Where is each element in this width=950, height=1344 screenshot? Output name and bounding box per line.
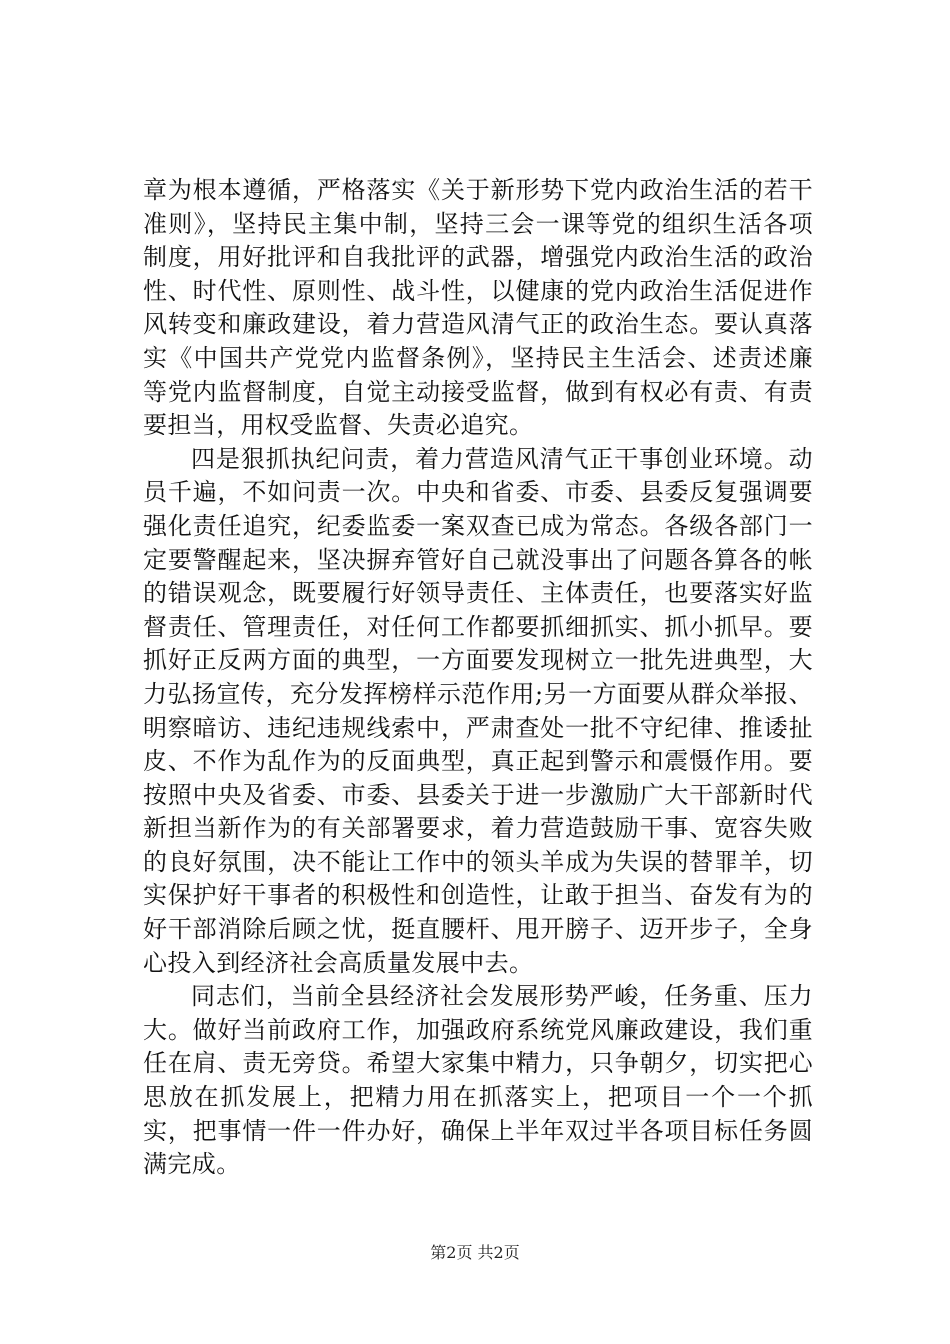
document-body — [143, 174, 813, 1182]
paragraph-discipline-accountability: 四是狠抓执纪问责，着力营造风清气正干事创业环境。动员千遍，不如问责一次。中央和省委、市委、县委反复强调要强化责任追究，纪委监委一案双查已成为常态。各级各部门一定要警醒起来，坚决摒弃管好自己就没事出了问题各算各的帐的错误观念，既要履行好领导责任、主体责任，也要落实好监督责任、管理责任，对任何工作都要抓细抓实、抓小抓早。要抓好正反两方面的典型，一方面要发现树立一批先进典型，大力弘扬宣传，充分发挥榜样示范作用;另一方面要从群众举报、明察暗访、违纪违规线索中，严肃查处一批不守纪律、推诿扯皮、不作为乱作为的反面典型，真正起到警示和震慑作用。要按照中央及省委、市委、县委关于进一步激励广大干部新时代新担当新作为的有关部署要求，着力营造鼓励干事、宽容失败的良好氛围，决不能让工作中的领头羊成为失误的替罪羊，切实保护好干事者的积极性和创造性，让敢于担当、奋发有为的好干部消除后顾之忧，挺直腰杆、甩开膀子、迈开步子，全身心投入到经济社会高质量发展中去。 — [143, 444, 813, 977]
paragraph-closing-remarks: 同志们，当前全县经济社会发展形势严峻，任务重、压力大。做好当前政府工作，加强政府系统党风廉政建设，我们重任在肩、责无旁贷。希望大家集中精力，只争朝夕，切实把心思放在抓发展上，把精力用在抓落实上，把项目一个一个抓实，把事情一件一件办好，确保上半年双过半各项目标任务圆满完成。 — [143, 982, 813, 1179]
page-number-footer: 第2页 共2页 — [430, 1243, 520, 1262]
paragraph-continued: 章为根本遵循，严格落实《关于新形势下党内政治生活的若干准则》，坚持民主集中制，坚持三会一课等党的组织生活各项制度，用好批评和自我批评的武器，增强党内政治生活的政治性、时代性、原则性、战斗性，以健康的党内政治生活促进作风转变和廉政建设，着力营造风清气正的政治生态。要认真落实《中国共产党党内监督条例》，坚持民主生活会、述责述廉等党内监督制度，自觉主动接受监督，做到有权必有责、有责要担当，用权受监督、失责必追究。 — [143, 176, 813, 440]
